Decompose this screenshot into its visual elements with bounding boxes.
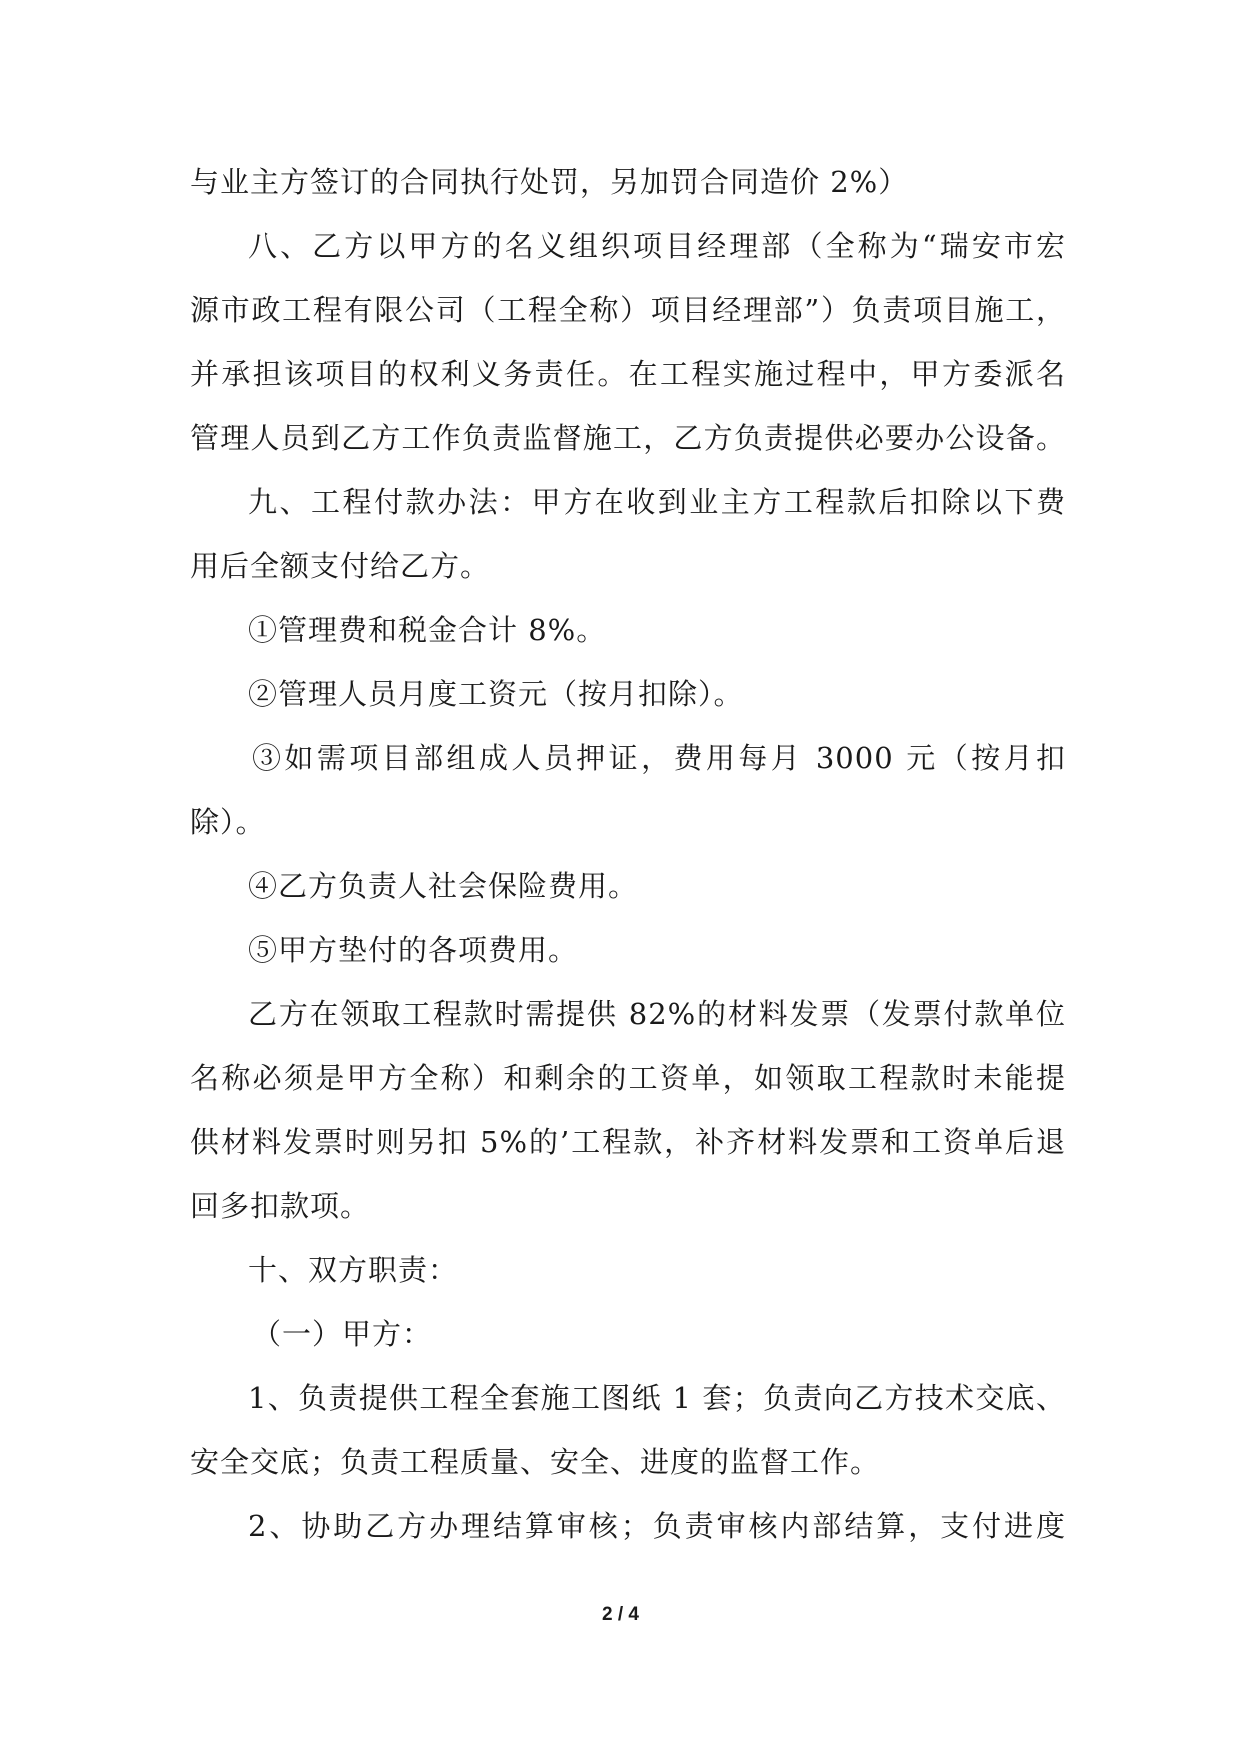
text-line: 2、协助乙方办理结算审核；负责审核内部结算，支付进度 [248, 1509, 1066, 1543]
text-line: 安全交底；负责工程质量、安全、进度的监督工作。 [190, 1445, 881, 1479]
text-line: ⑤甲方垫付的各项费用。 [248, 933, 579, 967]
text-line: 回多扣款项。 [190, 1189, 371, 1223]
text-line: 供材料发票时则另扣 5%的’工程款，补齐材料发票和工资单后退 [190, 1125, 1066, 1159]
text-line: 源市政工程有限公司（工程全称）项目经理部”）负责项目施工， [190, 293, 1066, 327]
text-line: ②管理人员月度工资元（按月扣除）。 [248, 677, 744, 711]
text-line: 管理人员到乙方工作负责监督施工，乙方负责提供必要办公设备。 [190, 421, 1066, 455]
text-line: 用后全额支付给乙方。 [190, 549, 491, 583]
text-line: ①管理费和税金合计 8%。 [248, 613, 607, 647]
text-line: ③如需项目部组成人员押证，费用每月 3000 元（按月扣 [252, 741, 1066, 775]
text-line: 并承担该项目的权利义务责任。在工程实施过程中，甲方委派名 [190, 357, 1066, 391]
text-line: 八、乙方以甲方的名义组织项目经理部（全称为“瑞安市宏 [248, 229, 1066, 263]
text-line: ④乙方负责人社会保险费用。 [248, 869, 639, 903]
text-line: 1、负责提供工程全套施工图纸 1 套；负责向乙方技术交底、 [248, 1381, 1066, 1415]
text-line: 乙方在领取工程款时需提供 82%的材料发票（发票付款单位 [248, 997, 1066, 1031]
text-line: 除）。 [190, 805, 266, 839]
page-number: 2 / 4 [602, 1604, 639, 1625]
text-line: 九、工程付款办法：甲方在收到业主方工程款后扣除以下费 [248, 485, 1066, 519]
text-line: 名称必须是甲方全称）和剩余的工资单，如领取工程款时未能提 [190, 1061, 1066, 1095]
subsection-heading: （一）甲方： [252, 1317, 433, 1351]
document-body [190, 150, 1066, 1558]
section-heading: 十、双方职责： [248, 1253, 459, 1287]
text-line: 与业主方签订的合同执行处罚，另加罚合同造价 2%） [190, 165, 909, 199]
